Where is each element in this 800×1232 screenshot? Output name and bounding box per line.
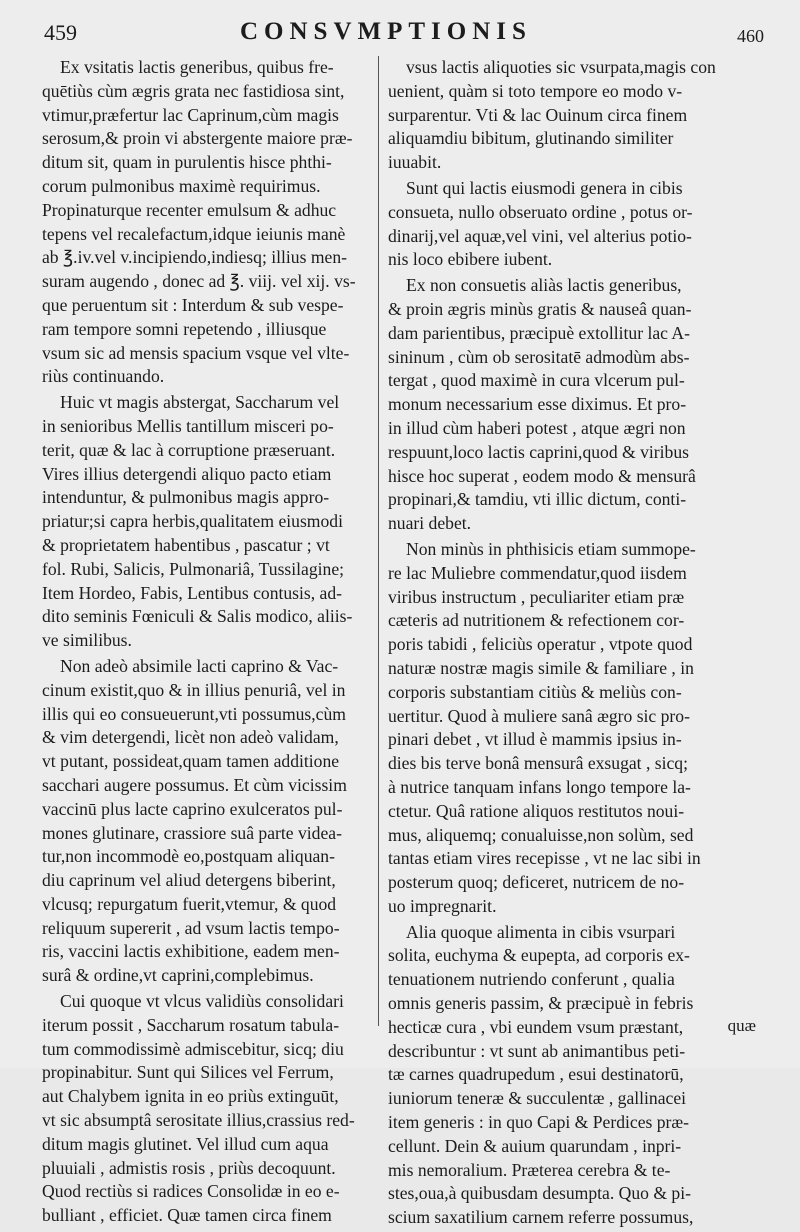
text-line: consueta, nullo obseruato ordine , potus or-: [388, 201, 693, 222]
text-line: vsus lactis aliquoties sic vsurpata,magis con: [406, 57, 716, 77]
text-line: poris tabidi , feliciùs operatur , vtpote quod: [388, 634, 693, 655]
text-line: riùs continuando.: [42, 366, 165, 387]
text-line: iuuabit.: [388, 152, 442, 173]
text-line: ris, vaccini lactis exhibitione, eadem men-: [42, 941, 340, 962]
text-line: tæ carnes quadrupedum , esui destinatorū,: [388, 1064, 684, 1085]
text-line: dinarij,vel aquæ,vel vini, vel alterius potio-: [388, 225, 692, 246]
text-line: nuari debet.: [388, 513, 472, 534]
text-line: corum pulmonibus maximè requirimus.: [42, 175, 321, 196]
text-line: hisce hoc superat , eodem modo & mensurâ: [388, 465, 696, 486]
text-line: Ex non consuetis aliàs lactis generibus,: [406, 275, 682, 296]
text-line: iterum possit , Saccharum rosatum tabula-: [42, 1014, 340, 1035]
text-line: monum necessarium esse diximus. Et pro-: [388, 394, 687, 415]
text-line: Sunt qui lactis eiusmodi genera in cibis: [406, 177, 683, 198]
text-line: omnis generis passim, & præcipuè in febris: [388, 993, 694, 1014]
text-line: priatur;si capra herbis,qualitatem eiusmodi: [42, 511, 343, 532]
text-line: bulliant , efficiet. Quæ tamen circa finem: [42, 1205, 332, 1226]
text-line: propinabitur. Sunt qui Silices vel Ferrum,: [42, 1062, 334, 1083]
text-line: tepens vel recalefactum,idque ieiunis manè: [42, 223, 346, 244]
text-line: viribus instructum , peculiariter etiam præ: [388, 586, 685, 607]
text-line: sacchari augere possumus. Et cùm vicissim: [42, 774, 347, 795]
text-line: & vim detergendi, licèt non adeò validam,: [42, 727, 339, 748]
text-line: hecticæ cura , vbi eundem vsum præstant,: [388, 1016, 684, 1037]
text-line: cellunt. Dein & auium quarundam , inpri-: [388, 1135, 682, 1156]
text-line: vsum sic ad mensis spacium vsque vel vlte-: [42, 342, 350, 363]
text-line: dies bis terve bonâ mensurâ exsugat , sicq;: [388, 753, 688, 774]
text-line: Vires illius detergendi aliquo pacto etiam: [42, 463, 332, 484]
running-title: CONSVMPTIONIS: [240, 18, 532, 45]
text-line: pinari debet , vt illud è mammis ipsius in-: [388, 729, 682, 750]
text-line: dito seminis Fœniculi & Salis modico, aliis-: [42, 606, 353, 627]
text-line: vt putant, possideat,quam tamen additione: [42, 751, 340, 772]
text-line: intenduntur, & pulmonibus magis appro-: [42, 487, 330, 508]
paragraph: [42, 655, 374, 988]
page-number-right: 460: [737, 26, 764, 46]
text-line: describuntur : vt sunt ab animantibus peti-: [388, 1040, 686, 1061]
text-line: tenuationem nutriendo conferunt , qualia: [388, 969, 675, 990]
text-line: que peruentum sit : Interdum & sub vespe-: [42, 294, 344, 315]
right-text-column: [388, 56, 746, 1232]
text-line: uenient, quàm si toto tempore eo modo v-: [388, 80, 683, 101]
text-line: iuniorum teneræ & succulentæ , gallinacei: [388, 1088, 687, 1109]
page-header: [0, 18, 800, 48]
text-line: tantas etiam vires recepisse , vt ne lac sibi in: [388, 848, 701, 869]
paragraph: [388, 177, 746, 272]
catchword: quæ: [727, 1016, 756, 1035]
text-line: Item Hordeo, Fabis, Lentibus contusis, ad-: [42, 582, 343, 603]
text-line: mis nemoralium. Præterea cerebra & te-: [388, 1159, 671, 1180]
text-line: cinum existit,quo & in illius penuriâ, vel in: [42, 679, 346, 700]
text-line: nis loco ebibere iubent.: [388, 249, 553, 270]
text-line: solita, euchyma & eupepta, ad corporis ex-: [388, 945, 690, 966]
text-line: & proin ægris minùs gratis & nauseâ quan-: [388, 298, 692, 319]
text-line: aut Chalybem ignita in eo priùs extinguūt,: [42, 1086, 339, 1107]
text-line: item generis : in quo Capi & Perdices præ-: [388, 1112, 689, 1133]
text-line: posterum quoq; deficeret, nutricem de no-: [388, 872, 685, 893]
text-line: in illud cùm haberi potest , atque ægri non: [388, 417, 686, 438]
text-line: respuunt,loco lactis caprini,quod & viribus: [388, 441, 689, 462]
text-line: ram tempore somni repetendo , illiusque: [42, 318, 327, 339]
text-line: Cui quoque vt vlcus validiùs consolidari: [60, 991, 344, 1012]
paragraph: [388, 56, 746, 175]
text-line: uo impregnarit.: [388, 895, 497, 916]
text-line: dam parientibus, præcipuè extollitur lac A-: [388, 322, 690, 343]
text-line: scium saxatilium carnem referre possumus,: [388, 1207, 694, 1228]
page-number-left: 459: [44, 20, 77, 45]
text-line: Huic vt magis abstergat, Saccharum vel: [60, 392, 340, 413]
text-line: ab ℥.iv.vel v.incipiendo,indiesq; illius men-: [42, 247, 347, 268]
text-line: serosum,& proin vi abstergente maiore præ-: [42, 128, 353, 149]
text-line: surparentur. Vti & lac Ouinum circa finem: [388, 104, 688, 125]
text-line: reliquum supererit , ad vsum lactis tempo-: [42, 917, 340, 938]
text-line: Non minùs in phthisicis etiam summope-: [406, 538, 696, 559]
text-line: ctetur. Quâ ratione aliquos restitutos noui-: [388, 800, 685, 821]
text-line: & proprietatem habentibus , pascatur ; vt: [42, 534, 330, 555]
paragraph: [388, 538, 746, 919]
text-line: Non adeò absimile lacti caprino & Vac-: [60, 655, 339, 676]
text-line: vaccinū plus lacte caprino exulceratos pul-: [42, 798, 343, 819]
left-text-column: [42, 56, 374, 1230]
text-line: tergat , quod maximè in cura vlcerum pul-: [388, 370, 685, 391]
text-line: uertitur. Quod à muliere sanâ ægro sic pro-: [388, 705, 690, 726]
text-line: vlcusq; repurgatum fuerit,vtemur, & quod: [42, 893, 337, 914]
text-line: re lac Muliebre commendatur,quod iisdem: [388, 562, 687, 583]
text-line: propinari,& tamdiu, vti illic dictum, conti-: [388, 489, 687, 510]
text-line: tum commodissimè admiscebitur, sicq; diu: [42, 1038, 344, 1059]
text-line: aliquamdiu bibitum, glutinando similiter: [388, 128, 674, 149]
text-line: diu caprinum vel aliud detergens biberint,: [42, 870, 336, 891]
paragraph: [42, 391, 374, 653]
text-line: ve similibus.: [42, 630, 132, 651]
text-line: naturæ nostræ magis simile & familiare , in: [388, 657, 694, 678]
text-line: vt sic absumptâ serositate illius,crassius red-: [42, 1110, 355, 1131]
text-line: à nutrice tanquam infans longo tempore la-: [388, 776, 691, 797]
paragraph: [42, 56, 374, 389]
text-line: sininum , cùm ob serositatē admodùm abs-: [388, 346, 690, 367]
text-line: corporis substantiam citiùs & meliùs con-: [388, 681, 682, 702]
text-line: stes,oua,à quibusdam desumpta. Quo & pi-: [388, 1183, 691, 1204]
text-line: Quod rectiùs si radices Consolidæ in eo e-: [42, 1181, 340, 1202]
text-line: pluuiali , admistis rosis , priùs decoquunt.: [42, 1157, 336, 1178]
text-line: fol. Rubi, Salicis, Pulmonariâ, Tussilagine;: [42, 558, 345, 579]
text-line: surâ & ordine,vt caprini,complebimus.: [42, 965, 314, 986]
text-line: cæteris ad nutritionem & refectionem cor-: [388, 610, 685, 631]
text-line: quētiùs cùm ægris grata nec fastidiosa sint,: [42, 80, 345, 101]
text-line: Alia quoque alimenta in cibis vsurpari: [406, 921, 676, 942]
text-line: in senioribus Mellis tantillum misceri po-: [42, 415, 334, 436]
text-line: terit, quæ & lac à corruptione præseruant.: [42, 439, 336, 460]
text-line: mones glutinare, crassiore suâ parte videa-: [42, 822, 342, 843]
paragraph: [388, 921, 746, 1230]
text-line: suram augendo , donec ad ℥. viij. vel xij. vs-: [42, 271, 356, 292]
text-line: Ex vsitatis lactis generibus, quibus fre-: [60, 57, 334, 77]
text-line: illis qui eo consueuerunt,vti possumus,cùm: [42, 703, 346, 724]
column-divider: [378, 56, 379, 1026]
text-line: tur,non incommodè eo,postquam aliquan-: [42, 846, 335, 867]
text-line: Propinaturque recenter emulsum & adhuc: [42, 199, 337, 220]
text-line: ditum magis glutinet. Vel illud cum aqua: [42, 1133, 329, 1154]
text-line: ditum sit, quam in purulentis hisce phthi-: [42, 152, 332, 173]
paragraph: [388, 274, 746, 536]
paragraph: [42, 990, 374, 1228]
text-line: vtimur,præfertur lac Caprinum,cùm magis: [42, 104, 339, 125]
text-line: mus, aliquemq; conualuisse,non solùm, sed: [388, 824, 694, 845]
